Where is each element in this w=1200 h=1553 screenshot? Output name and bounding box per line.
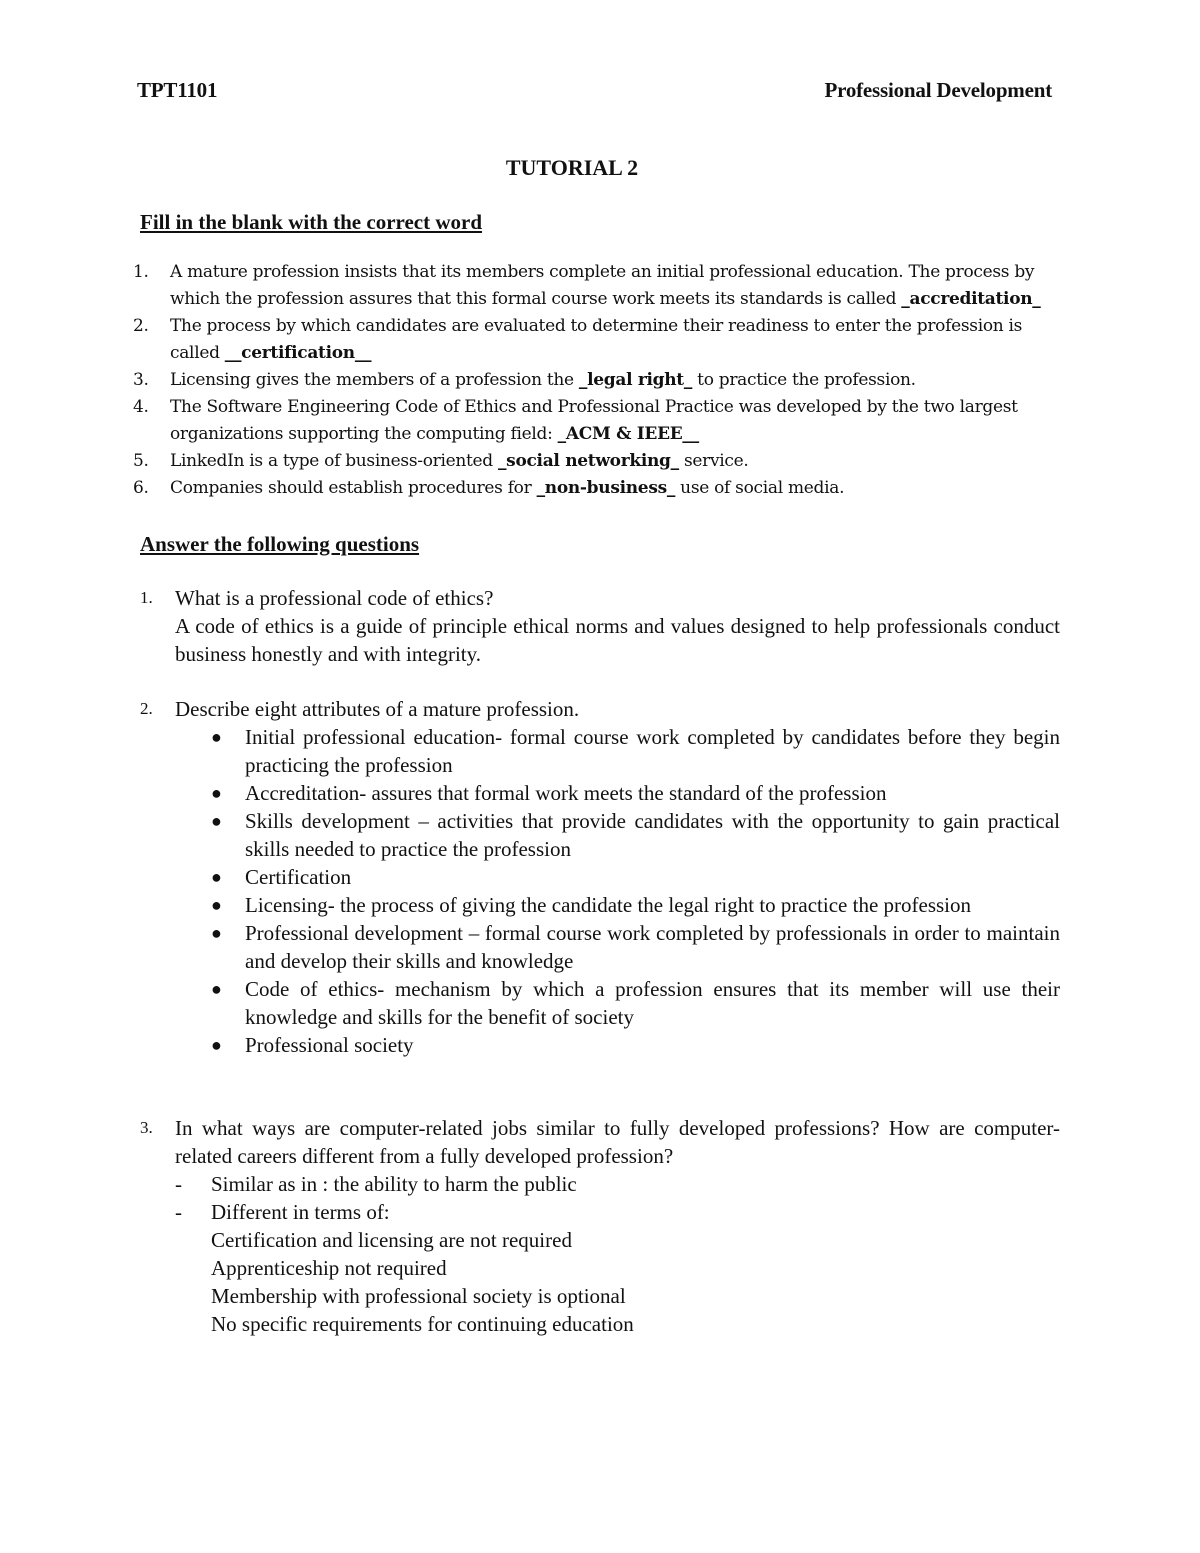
list-item: ● Professional development – formal course work completed by professionals in order to maintain and develop their skills and knowledge [175, 919, 1060, 975]
attribute-list [175, 723, 1060, 1059]
different-item: - Different in terms of: [175, 1200, 390, 1224]
fill-in-list [133, 259, 1063, 502]
item-answer: _social networking_ [497, 451, 679, 471]
bullet-icon: ● [211, 783, 222, 803]
course-code: TPT1101 [137, 78, 218, 102]
question-text: In what ways are computer-related jobs similar to fully developed professions? How are computer-related careers different from a fully developed profession? [175, 1116, 1060, 1168]
item-answer: _ACM & IEEE__ [557, 424, 699, 444]
different-detail: Apprenticeship not required [211, 1256, 447, 1280]
item-number: 3. [133, 370, 149, 390]
item-number: 6. [133, 478, 149, 498]
item-text-after: use of social media. [675, 478, 845, 498]
item-text: LinkedIn is a type of business-oriented [170, 451, 498, 471]
bullet-icon: ● [211, 811, 222, 831]
list-item: ● Code of ethics- mechanism by which a profession ensures that its member will use their knowledge and skills for the benefit of society [175, 975, 1060, 1031]
item-text: Companies should establish procedures for [170, 478, 537, 498]
list-item: ● Professional society [175, 1031, 1060, 1059]
item-text-after: to practice the profession. [692, 370, 916, 390]
item-number: 5. [133, 451, 149, 471]
question-text: What is a professional code of ethics? [175, 586, 494, 610]
item-answer: _non-business_ [536, 478, 676, 498]
question-2 [140, 695, 1060, 1059]
question-text: Describe eight attributes of a mature profession. [175, 697, 580, 721]
item-answer: __certification__ [224, 343, 372, 363]
questions-heading: Answer the following questions [140, 532, 420, 556]
fill-in-item [133, 448, 1063, 475]
fill-in-item [133, 394, 1063, 448]
dash-icon: - [175, 1200, 182, 1224]
fill-in-heading: Fill in the blank with the correct word [140, 210, 483, 234]
different-detail: Membership with professional society is optional [211, 1284, 626, 1308]
item-answer: _legal right_ [578, 370, 693, 390]
page-title: TUTORIAL 2 [505, 155, 639, 180]
bullet-icon: ● [211, 727, 222, 747]
list-item: ● Skills development – activities that provide candidates with the opportunity to gain practical skills needed to practice the profession [175, 807, 1060, 863]
list-item: ● Certification [175, 863, 1060, 891]
fill-in-item [133, 475, 1063, 502]
course-name: Professional Development [824, 78, 1052, 102]
item-number: 4. [133, 397, 149, 417]
different-detail: Certification and licensing are not required [211, 1228, 572, 1252]
bullet-icon: ● [211, 979, 222, 999]
dash-icon: - [175, 1172, 182, 1196]
bullet-icon: ● [211, 895, 222, 915]
item-answer: _accreditation_ [901, 289, 1041, 309]
item-text-after: service. [678, 451, 749, 471]
question-number: 3. [140, 1118, 153, 1137]
fill-in-item [133, 367, 1063, 394]
list-item: ● Initial professional education- formal course work completed by candidates before they begin practicing the profession [175, 723, 1060, 779]
question-1 [140, 584, 1060, 668]
similar-item: - Similar as in : the ability to harm the public [175, 1172, 577, 1196]
item-text: The process by which candidates are evaluated to determine their readiness to enter the profession is called [170, 316, 1023, 363]
different-detail: No specific requirements for continuing education [211, 1312, 634, 1336]
answer-text: A code of ethics is a guide of principle ethical norms and values designed to help professionals conduct business honestly and with integrity. [175, 614, 1060, 666]
fill-in-item [133, 259, 1063, 313]
question-number: 2. [140, 699, 153, 718]
fill-in-item [133, 313, 1063, 367]
bullet-icon: ● [211, 867, 222, 887]
bullet-icon: ● [211, 923, 222, 943]
question-number: 1. [140, 588, 153, 607]
item-text: A mature profession insists that its members complete an initial professional education. The process by which the profession assures that this formal course work meets its standards is called [170, 262, 1035, 309]
bullet-icon: ● [211, 1035, 222, 1055]
item-number: 1. [133, 262, 149, 282]
question-3 [140, 1114, 1060, 1338]
item-text: Licensing gives the members of a profession the [170, 370, 579, 390]
item-text: The Software Engineering Code of Ethics and Professional Practice was developed by the two largest organizations supporting the computing field: [170, 397, 1018, 444]
item-number: 2. [133, 316, 149, 336]
list-item: ● Accreditation- assures that formal work meets the standard of the profession [175, 779, 1060, 807]
list-item: ● Licensing- the process of giving the candidate the legal right to practice the profession [175, 891, 1060, 919]
